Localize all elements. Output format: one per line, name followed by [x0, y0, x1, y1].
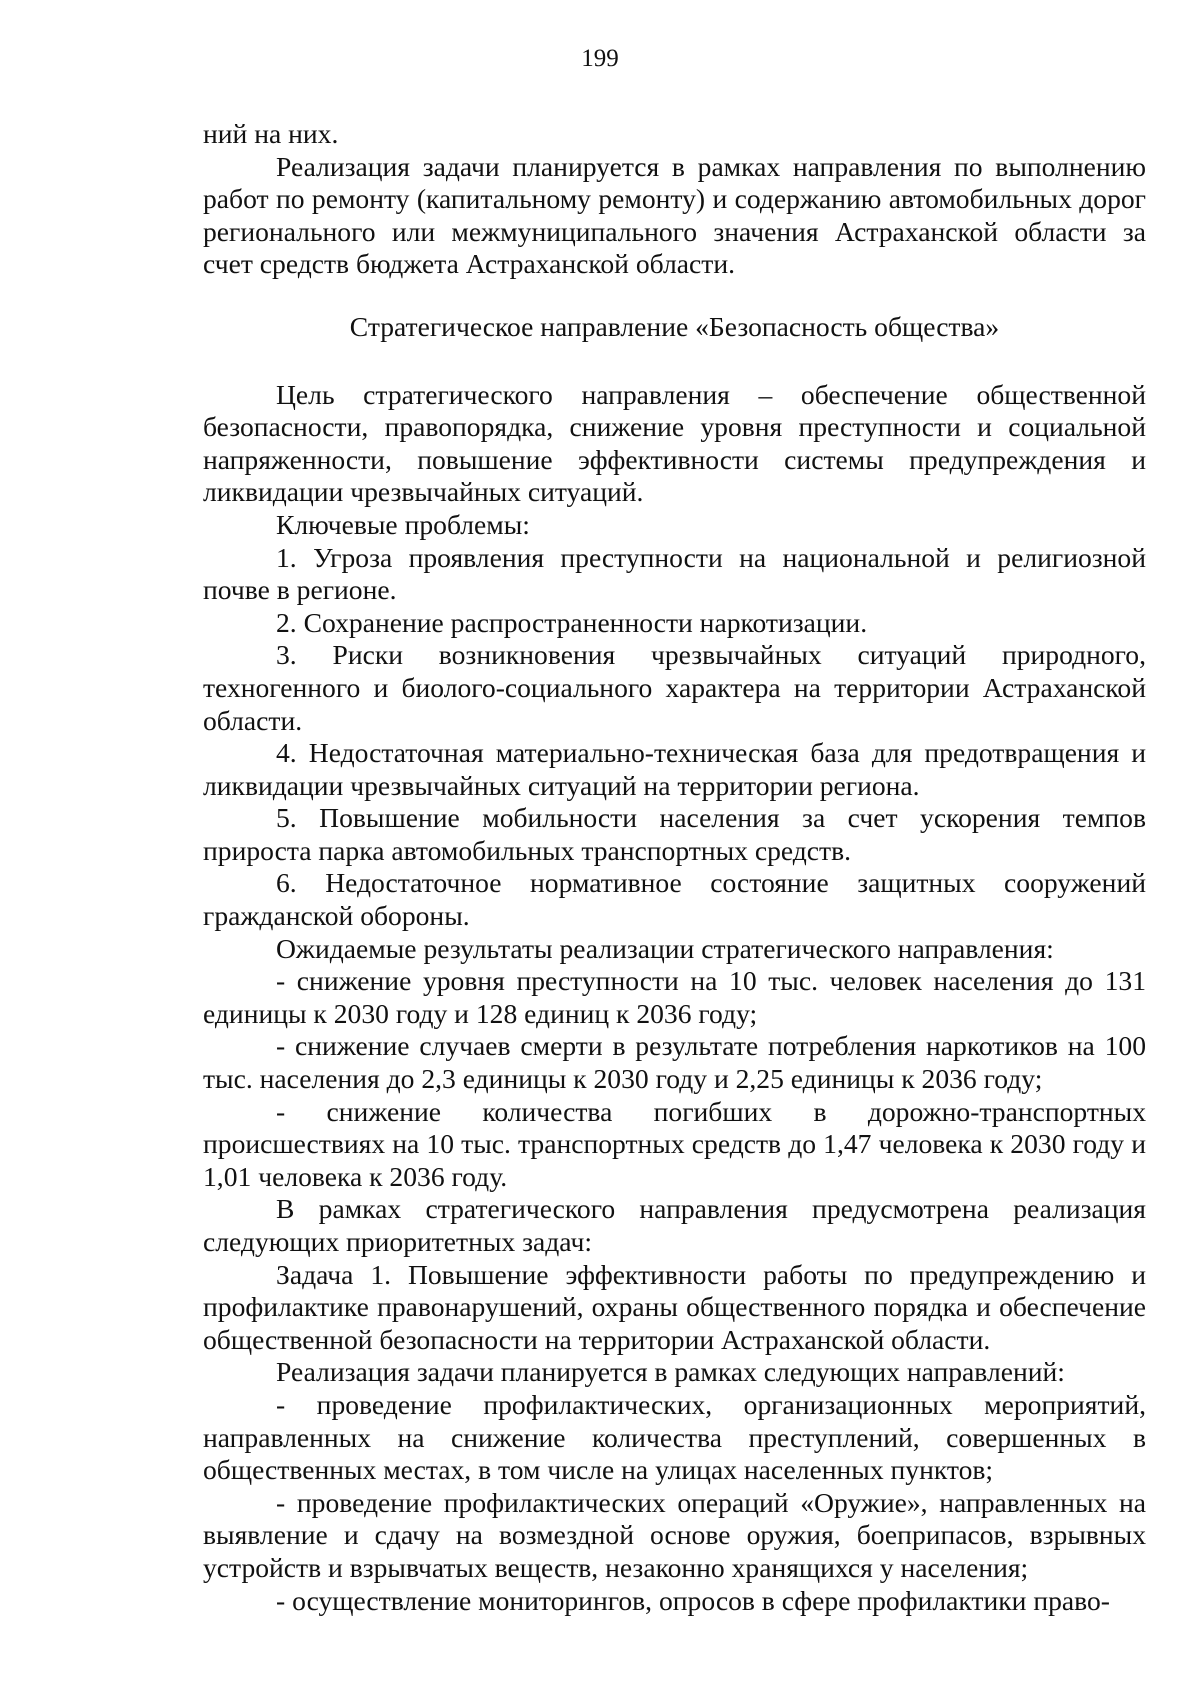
paragraph: Ожидаемые результаты реализации стратегического направления: [276, 932, 1054, 964]
section-heading: Стратегическое направление «Безопасность общества» [349, 310, 1000, 342]
paragraph: ний на них. [203, 118, 339, 149]
paragraph: 3. Риски возникновения чрезвычайных ситуаций природного, техногенного и биолого-социального характера на территории Астраханской области. [203, 639, 1146, 736]
paragraph: 4. Недостаточная материально-техническая база для предотвращения и ликвидации чрезвычайных ситуаций на территории региона. [203, 737, 1146, 801]
paragraph: Реализация задачи планируется в рамках следующих направлений: [276, 1356, 1065, 1388]
paragraph: - снижение количества погибших в дорожно-транспортных происшествиях на 10 тыс. транспортных средств до 1,47 человека к 2030 году и 1,01 человека к 2036 году. [203, 1095, 1146, 1192]
paragraph: - осуществление мониторингов, опросов в сфере профилактики право- [276, 1584, 1110, 1616]
paragraph: Задача 1. Повышение эффективности работы по предупреждению и профилактике правонарушений, охраны общественного порядка и обеспечение общественной безопасности на территории Астраханской области. [203, 1258, 1146, 1355]
paragraph: - проведение профилактических, организационных мероприятий, направленных на снижение количества преступлений, совершенных в общественных местах, в том числе на улицах населенных пунктов; [203, 1388, 1146, 1486]
paragraph: 2. Сохранение распространенности наркотизации. [276, 606, 868, 638]
paragraph: - проведение профилактических операций «Оружие», направленных на выявление и сдачу на возмездной основе оружия, боеприпасов, взрывных устройств и взрывчатых веществ, незаконно хранящихся у населения; [203, 1486, 1146, 1583]
paragraph: 6. Недостаточное нормативное состояние защитных сооружений гражданской обороны. [203, 867, 1146, 932]
page-number: 199 [581, 45, 619, 72]
paragraph: В рамках стратегического направления предусмотрена реализация следующих приоритетных задач: [203, 1193, 1146, 1257]
body-text [203, 118, 1146, 1617]
paragraph: Реализация задачи планируется в рамках направления по выполнению работ по ремонту (капитальному ремонту) и содержанию автомобильных дорог регионального или межмуниципального значения Астраханской области за счет средств бюджета Астраханской области. [203, 150, 1146, 280]
paragraph: Ключевые проблемы: [276, 508, 530, 540]
paragraph: 5. Повышение мобильности населения за счет ускорения темпов прироста парка автомобильных транспортных средств. [203, 802, 1146, 866]
paragraph: - снижение случаев смерти в результате потребления наркотиков на 100 тыс. населения до 2,3 единицы к 2030 году и 2,25 единицы к 2036 году; [203, 1030, 1146, 1095]
paragraph: - снижение уровня преступности на 10 тыс. человек населения до 131 единицы к 2030 году и 128 единиц к 2036 году; [203, 965, 1146, 1029]
paragraph: 1. Угроза проявления преступности на национальной и религиозной почве в регионе. [203, 541, 1146, 606]
paragraph: Цель стратегического направления – обеспечение общественной безопасности, правопорядка, снижение уровня преступности и социальной напряженности, повышение эффективности системы предупреждения и ликвидации чрезвычайных ситуаций. [203, 378, 1146, 508]
